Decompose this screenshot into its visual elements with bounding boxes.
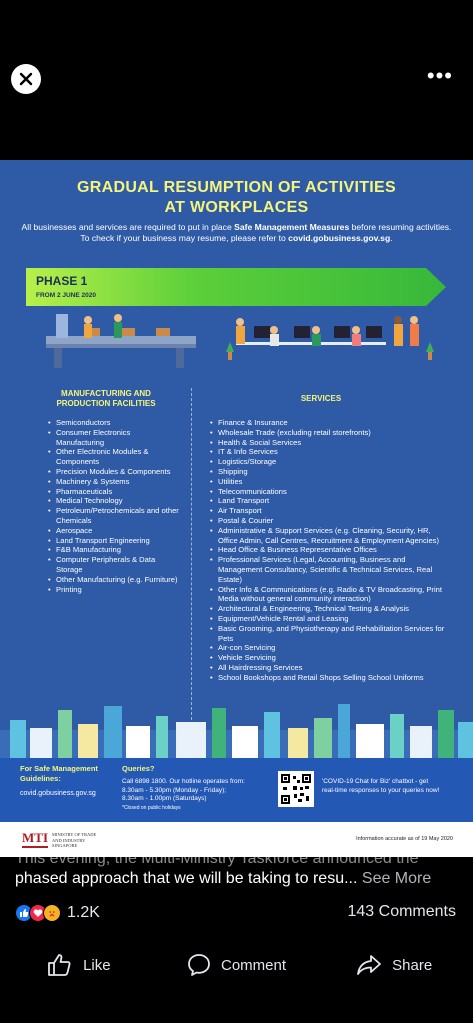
poster-title: GRADUAL RESUMPTION OF ACTIVITIES AT WORKPLACES [77, 179, 396, 216]
mti-logo: MTI [22, 830, 48, 845]
reactions-summary[interactable] [15, 904, 100, 922]
qr-code [278, 771, 314, 807]
manufacturing-item: • Printing [48, 585, 180, 595]
services-item: • Postal & Courier [210, 516, 448, 526]
care-reaction-icon [43, 904, 61, 922]
poster-image[interactable] [0, 160, 473, 857]
services-item: • Health & Social Services [210, 438, 448, 448]
caption-line-1: This evening, the Multi-Ministry Taskforce announced the [15, 850, 419, 867]
services-item: • Logistics/Storage [210, 457, 448, 467]
manufacturing-item: • Other Manufacturing (e.g. Furniture) [48, 575, 180, 585]
manufacturing-item: • Medical Technology [48, 496, 180, 506]
like-button[interactable] [0, 945, 158, 985]
caption-line-2: phased approach that we will be taking to resu... See More [15, 870, 432, 887]
poster-intro: All businesses and services are required to put in place Safe Management Measures before resuming activities. To check if your business may resume, please refer to covid.gobusiness.gov.sg. [21, 222, 452, 243]
services-item: • Air-con Servicing [210, 643, 448, 653]
manufacturing-item: • Consumer Electronics Manufacturing [48, 428, 180, 448]
manufacturing-list [48, 418, 180, 594]
chatbot-info: 'COVID-19 Chat for Biz' chatbot - get real-time responses to your queries now! [322, 778, 440, 794]
manufacturing-item: • Other Electronic Modules & Components [48, 447, 180, 467]
poster-footer [0, 758, 473, 822]
more-options-button[interactable]: ••• [426, 63, 453, 88]
queries-heading: Queries? [122, 764, 155, 773]
services-item: • Shipping [210, 467, 448, 477]
comment-button[interactable] [158, 945, 316, 985]
phase-title: PHASE 1 [36, 274, 88, 288]
manufacturing-item: • Aerospace [48, 526, 180, 536]
accuracy-note: Information accurate as of 19 May 2020 [356, 836, 453, 842]
services-item: • Telecommunications [210, 487, 448, 497]
services-item: • All Hairdressing Services [210, 663, 448, 673]
services-item: • Air Transport [210, 506, 448, 516]
services-item: • Finance & Insurance [210, 418, 448, 428]
services-item: • Professional Services (Legal, Accounting, Business and Management Consultancy, Scientific & Technical Services, Real Estate) [210, 555, 448, 584]
see-more-link[interactable]: See More [361, 870, 432, 887]
comment-label: Comment [220, 956, 287, 974]
services-item: • School Bookshops and Retail Shops Selling School Uniforms [210, 673, 448, 683]
smm-link: covid.gobusiness.gov.sg [20, 790, 96, 797]
share-button[interactable] [315, 945, 473, 985]
comments-count-link[interactable]: 143 Comments [347, 903, 456, 920]
services-item: • Basic Grooming, and Physiotherapy and Rehabilitation Services for Pets [210, 624, 448, 644]
services-item: • Vehicle Servicing [210, 653, 448, 663]
manufacturing-item: • Computer Peripherals & Data Storage [48, 555, 180, 575]
share-arrow-icon [356, 953, 382, 977]
services-heading: SERVICES [300, 394, 342, 403]
services-item: • Administrative & Support Services (e.g. Cleaning, Security, HR, Office Admin, Call Centres, Recruitment & Employment Agencies) [210, 526, 448, 546]
post-caption[interactable] [15, 849, 465, 889]
services-item: • Utilities [210, 477, 448, 487]
manufacturing-item: • Petroleum/Petrochemicals and other Chemicals [48, 506, 180, 526]
manufacturing-item: • Machinery & Systems [48, 477, 180, 487]
hotline-info: Call 6898 1800. Our hotline operates from: 8.30am - 5.30pm (Monday - Friday); 8.30am - 1.00pm (Saturdays) *Closed on public holidays [122, 778, 245, 811]
manufacturing-heading: MANUFACTURING AND PRODUCTION FACILITIES [56, 389, 156, 408]
services-item: • Land Transport [210, 496, 448, 506]
viewer-top-bar [0, 0, 473, 160]
reaction-count: 1.2K [67, 904, 100, 921]
close-button[interactable] [11, 64, 41, 94]
phase-date: FROM 2 JUNE 2020 [36, 292, 96, 299]
services-list [210, 418, 448, 683]
close-icon [19, 72, 33, 86]
manufacturing-item: • Land Transport Engineering [48, 536, 180, 546]
services-item: • Other Info & Communications (e.g. Radio & TV Broadcasting, Print Media without general community interaction) [210, 585, 448, 605]
share-label: Share [392, 956, 433, 974]
manufacturing-item: • F&B Manufacturing [48, 545, 180, 555]
mti-logo-underline [22, 846, 48, 848]
phase-banner [26, 268, 446, 306]
smm-heading: For Safe Management Guidelines: [20, 764, 98, 783]
manufacturing-item: • Pharmaceuticals [48, 487, 180, 497]
column-divider [191, 388, 192, 720]
services-item: • IT & Info Services [210, 447, 448, 457]
services-item: • Head Office & Business Representative Offices [210, 545, 448, 555]
ministry-name: MINISTRY OF TRADE AND INDUSTRY SINGAPORE [52, 832, 97, 848]
post-actions [0, 945, 473, 985]
like-label: Like [83, 956, 111, 974]
services-item: • Equipment/Vehicle Rental and Leasing [210, 614, 448, 624]
services-item: • Wholesale Trade (excluding retail storefronts) [210, 428, 448, 438]
thumbs-up-icon [47, 953, 73, 977]
manufacturing-item: • Precision Modules & Components [48, 467, 180, 477]
comment-bubble-icon [187, 953, 211, 977]
services-item: • Architectural & Engineering, Technical Testing & Analysis [210, 604, 448, 614]
workplace-illustration [26, 308, 446, 374]
city-skyline-illustration [0, 700, 473, 758]
manufacturing-item: • Semiconductors [48, 418, 180, 428]
